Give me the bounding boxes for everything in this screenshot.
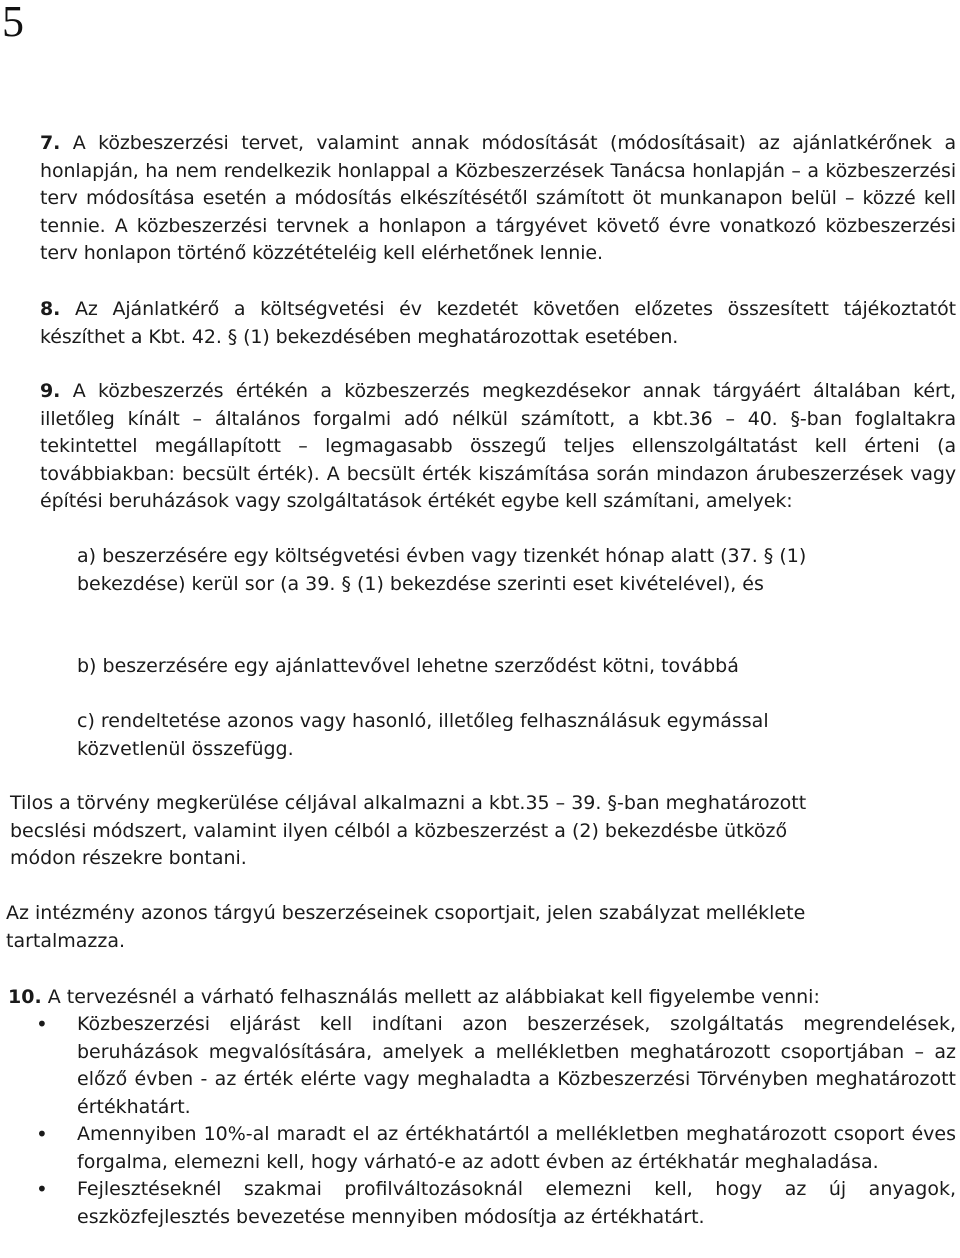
page-number: 5 bbox=[2, 0, 24, 46]
bullet-item bbox=[36, 1176, 956, 1231]
bullet-dot-icon: • bbox=[36, 1122, 48, 1146]
sub-item-b: b) beszerzésére egy ajánlattevővel lehetne szerződést kötni, továbbá bbox=[77, 655, 739, 677]
paragraph-prohibition: Tilos a törvény megkerülése céljával alkalmazni a kbt.35 – 39. §-ban meghatározott becslési módszert, valamint ilyen célból a közbeszerzést a (2) bekezdésbe ütköző módon részekre bontani. bbox=[10, 792, 807, 869]
item-10 bbox=[8, 984, 908, 1012]
item-7-text: A közbeszerzési tervet, valamint annak módosítását (módosításait) az ajánlatkérőnek a honlapján, ha nem rendelkezik honlappal a Közbeszerzések Tanácsa honlapján – a közbeszerzési terv módosítása esetén a módosítás elkészítésétől számított öt munkanapon belül – közzé kell tennie. A közbeszerzési tervnek a honlapon a tárgyévet követő évre vonatkozó közbeszerzési terv honlapon történő közzétételéig kell elérhetőnek lennie. bbox=[40, 132, 956, 264]
sub-item-a: a) beszerzésére egy költségvetési évben vagy tizenkét hónap alatt (37. § (1) bekezdése) kerül sor (a 39. § (1) bekezdése szerinti eset kivételével), és bbox=[77, 545, 807, 595]
bullet-text: Közbeszerzési eljárást kell indítani azon beszerzések, szolgáltatás megrendelések, beruházások megvalósítására, amelyek a mellékletben meghatározott csoportjában – az előző évben - az érték elérte vagy meghaladta a Közbeszerzési Törvényben meghatározott értékhatárt. bbox=[77, 1013, 956, 1118]
bullet-dot-icon: • bbox=[36, 1177, 48, 1201]
bullet-item bbox=[36, 1121, 956, 1176]
item-9-number: 9. bbox=[40, 380, 61, 402]
item-10-text: A tervezésnél a várható felhasználás mellett az alábbiakat kell figyelembe venni: bbox=[47, 986, 820, 1008]
sub-item-c: c) rendeltetése azonos vagy hasonló, illetőleg felhasználásuk egymással közvetlenül összefügg. bbox=[77, 710, 769, 760]
bullet-dot-icon: • bbox=[36, 1012, 48, 1036]
item-10-number: 10. bbox=[8, 986, 42, 1008]
item-10-bullet-list bbox=[36, 1011, 956, 1231]
item-8-text: Az Ajánlatkérő a költségvetési év kezdetét követően előzetes összesített tájékoztatót készíthet a Kbt. 42. § (1) bekezdésében meghatározottak esetében. bbox=[40, 298, 956, 348]
bullet-text: Fejlesztéseknél szakmai profilváltozásoknál elemezni kell, hogy az új anyagok, eszközfejlesztés bevezetése mennyiben módosítja az értékhatárt. bbox=[77, 1178, 956, 1228]
item-7-number: 7. bbox=[40, 132, 61, 154]
bullet-item bbox=[36, 1011, 956, 1121]
item-7 bbox=[40, 130, 956, 268]
item-8 bbox=[40, 296, 956, 351]
item-8-number: 8. bbox=[40, 298, 61, 320]
item-9-text: A közbeszerzés értékén a közbeszerzés megkezdésekor annak tárgyáért általában kért, illetőleg kínált – általános forgalmi adó nélkül számított, a kbt.36 – 40. §-ban foglaltakra tekintettel megállapított – legmagasabb összegű teljes ellenszolgáltatást kell érteni (a továbbiakban: becsült érték). A becsült érték kiszámítása során mindazon árubeszerzések vagy építési beruházások vagy szolgáltatások értékét egybe kell számítani, amelyek: bbox=[40, 380, 956, 512]
item-9 bbox=[40, 378, 956, 516]
paragraph-attachment: Az intézmény azonos tárgyú beszerzéseinek csoportjait, jelen szabályzat melléklete tartalmazza. bbox=[6, 902, 806, 952]
bullet-text: Amennyiben 10%-al maradt el az értékhatártól a mellékletben meghatározott csoport éves forgalma, elemezni kell, hogy várható-e az adott évben az értékhatár meghaladása. bbox=[77, 1123, 956, 1173]
